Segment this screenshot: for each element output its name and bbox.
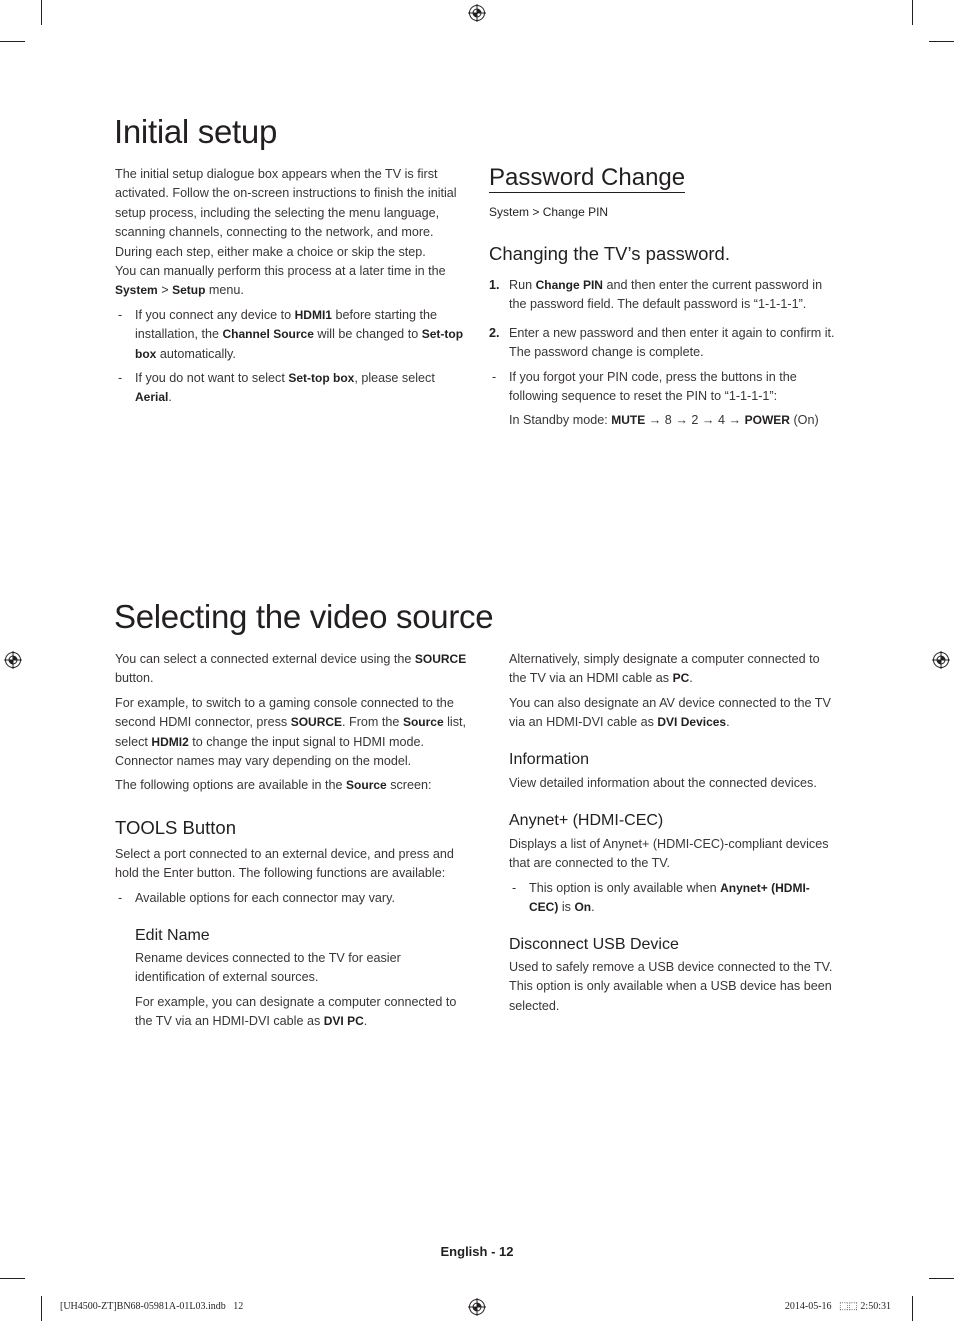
initial-setup-intro: The initial setup dialogue box appears when the TV is first activated. Follow the on-screen instructions to finish the initial setup process, including the selecting the menu language, scanning channels, connecting to the network, and more. During each step, either make a choice or skip the step. [115, 167, 457, 259]
video-source-left [115, 650, 467, 796]
password-change-body [489, 276, 839, 431]
password-change-path: System > Change PIN [489, 205, 609, 219]
password-change-subtitle: Changing the TV’s password. [489, 243, 730, 264]
disconnect-usb-title: Disconnect USB Device [509, 936, 679, 953]
menu-system: System [115, 283, 158, 298]
registration-mark-icon [468, 1298, 486, 1316]
crop-mark [912, 1296, 913, 1321]
information-body: View detailed information about the connected devices. [509, 776, 817, 790]
crop-mark [41, 0, 42, 25]
tools-bullet: - Available options for each connector may vary. [118, 890, 395, 905]
video-source-p3: The following options are available in the Source screen: [115, 778, 432, 793]
standby-sequence: In Standby mode: MUTE → 8 → 2 → 4 → POWER (On) [509, 413, 819, 428]
anynet-title: Anynet+ (HDMI-CEC) [509, 812, 664, 829]
tools-button-title: TOOLS Button [115, 817, 236, 838]
crop-mark [929, 1278, 954, 1279]
disconnect-usb-body: Used to safely remove a USB device connected to the TV. This option is only available when a USB device has been selected. [509, 960, 833, 1013]
video-source-p1: You can select a connected external device using the SOURCE button. [115, 652, 467, 686]
crop-mark [41, 1296, 42, 1321]
registration-mark-icon [468, 4, 486, 22]
alt-pc-paragraph: Alternatively, simply designate a computer connected to the TV via an HDMI cable as PC. [509, 652, 820, 686]
print-slug-right: 2014-05-16 ⬚⬚ 2:50:31 [784, 1301, 891, 1312]
dvi-devices-paragraph: You can also designate an AV device connected to the TV via an HDMI-DVI cable as DVI Devices. [509, 695, 831, 730]
registration-mark-icon [932, 651, 950, 669]
password-change-title: Password Change [489, 164, 686, 191]
video-source-title: Selecting the video source [114, 598, 494, 635]
initial-setup-bullet-hdmi1: - If you connect any device to HDMI1 before starting the installation, the Channel Source will be changed to Set-top box automatically. [118, 307, 464, 361]
password-step-1: 1. Run Change PIN and then enter the current password in the password field. The default password is “1-1-1-1”. [489, 278, 823, 312]
initial-setup-bullet-settop: - If you do not want to select Set-top box, please select Aerial. [118, 371, 435, 405]
initial-setup-manual: You can manually perform this process at a later time in the System > Setup menu. [115, 264, 446, 298]
initial-setup-body [115, 165, 467, 408]
anynet-note: - This option is only available when Anynet+ (HDMI-CEC) is On. [512, 880, 810, 915]
registration-mark-icon [4, 651, 22, 669]
anynet-body: Displays a list of Anynet+ (HDMI-CEC)-compliant devices that are connected to the TV. - This option is only available when Anynet+ (HDMI-CEC) is On. [509, 835, 839, 918]
crop-mark [0, 1278, 25, 1279]
edit-name-title: Edit Name [135, 927, 210, 944]
tools-button-body: Select a port connected to an external device, and press and hold the Enter button. The following functions are available: - Available options for each connector may vary. [115, 845, 467, 908]
crop-mark [0, 41, 25, 42]
crop-mark [912, 0, 913, 25]
initial-setup-title: Initial setup [114, 113, 278, 150]
information-title: Information [509, 751, 590, 768]
password-step-2: 2. Enter a new password and then enter it again to confirm it. The password change is complete. [489, 325, 835, 360]
page-number: English - 12 [440, 1244, 514, 1259]
menu-setup: Setup [172, 283, 206, 298]
video-source-right [509, 650, 839, 733]
crop-mark [929, 41, 954, 42]
password-reset-note: - If you forgot your PIN code, press the buttons in the following sequence to reset the PIN to “1-1-1-1”: [492, 369, 797, 404]
print-slug-left: [UH4500-ZT]BN68-05981A-01L03.indb 12 [60, 1301, 244, 1312]
video-source-p2: For example, to switch to a gaming console connected to the second HDMI connector, press SOURCE. From the Source list, select HDMI2 to change the input signal to HDMI mode. Connector names may vary depending on the model. [115, 695, 467, 769]
edit-name-body: Rename devices connected to the TV for easier identification of external sources. For example, you can designate a computer connected to the TV via an HDMI-DVI cable as DVI PC. [135, 951, 457, 1029]
